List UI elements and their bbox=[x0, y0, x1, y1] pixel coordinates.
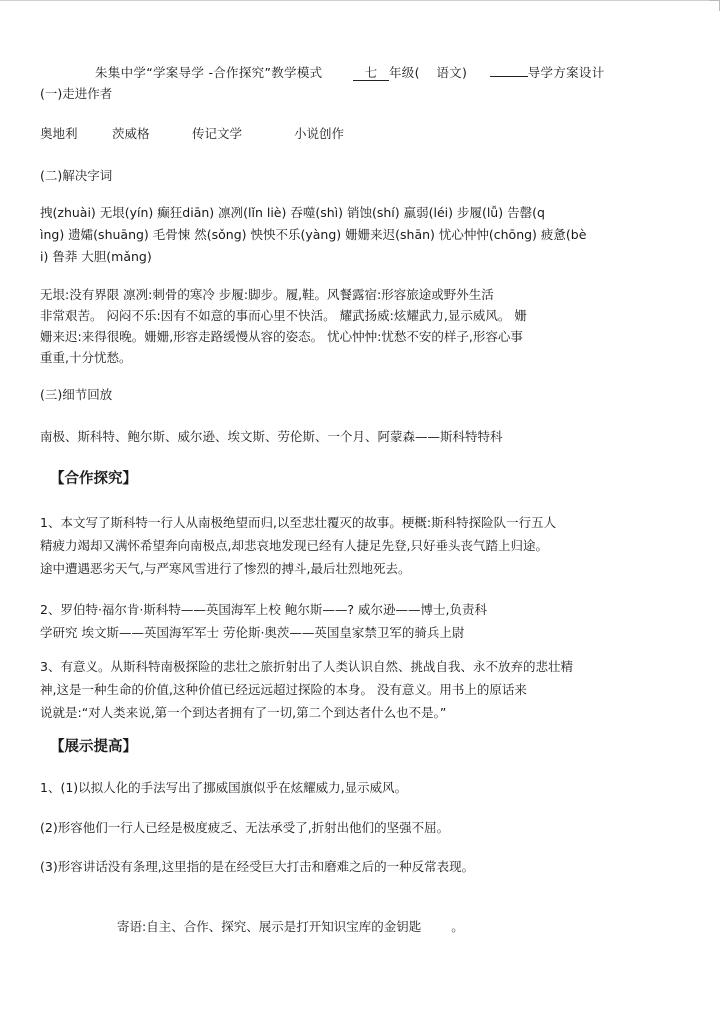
author-works: 小说创作 bbox=[293, 126, 344, 141]
display-item-3: (3)形容讲话没有条理,这里指的是在经受巨大打击和磨难之后的一种反常表现。 bbox=[40, 859, 475, 874]
detail-review-text: 南极、斯科特、鲍尔斯、威尔逊、埃文斯、劳伦斯、一个月、阿蒙森——斯科特特科 bbox=[40, 429, 503, 444]
motto-text: 寄语:自主、合作、探究、展示是打开知识宝库的金钥匙 bbox=[117, 919, 422, 934]
page-title bbox=[95, 67, 605, 81]
author-genre: 传记文学 bbox=[191, 126, 242, 141]
definition-line: 非常艰苦。 闷闷不乐:因有不如意的事而心里不快活。 耀武扬威:炫耀武力,显示威风。 姗 bbox=[40, 308, 527, 323]
cooperate-p2-line: 学研究 埃文斯——英国海军军士 劳伦斯·奥茨——英国皇家禁卫军的骑兵上尉 bbox=[40, 625, 465, 640]
definitions-block bbox=[40, 284, 650, 368]
cooperate-p1-line: 途中遭遇恶劣天气,与严寒风雪进行了惨烈的搏斗,最后壮烈地死去。 bbox=[40, 561, 411, 576]
definition-line: 无垠:没有界限 凛冽:刺骨的寒冷 步履:脚步。履,鞋。风餐露宿:形容旅途或野外生活 bbox=[40, 287, 494, 302]
cooperate-p1-line: 1、本文写了斯科特一行人从南极绝望而归,以至悲壮覆灭的故事。梗概:斯科特探险队一行五人 bbox=[40, 515, 557, 530]
page-edge-line bbox=[0, 0, 720, 1]
section3-heading: (三)细节回放 bbox=[40, 387, 113, 402]
cooperate-p1-line: 精疲力竭却又满怀希望奔向南极点,却悲哀地发现已经有人捷足先登,只好垂头丧气踏上归途。 bbox=[40, 538, 548, 553]
cooperate-p3 bbox=[40, 655, 650, 724]
pinyin-line: i) 鲁莽 大胆(mǎng) bbox=[40, 249, 152, 264]
section2-heading: (二)解决字词 bbox=[40, 168, 113, 183]
display-heading: 【展示提高】 bbox=[50, 739, 137, 755]
cooperate-p3-line: 说就是:“对人类来说,第一个到达者拥有了一切,第二个到达者什么也不是。” bbox=[40, 705, 447, 720]
display-item-2: (2)形容他们一行人已经是极度疲乏、无法承受了,折射出他们的坚强不屈。 bbox=[40, 820, 450, 835]
title-main: 朱集中学“学案导学 -合作探究”教学模式 bbox=[95, 65, 323, 80]
pinyin-block bbox=[40, 202, 650, 268]
title-tail: 导学方案设计 bbox=[527, 65, 605, 80]
grade-value: 七 bbox=[353, 67, 389, 81]
cooperate-p1 bbox=[40, 511, 650, 580]
footer-motto bbox=[117, 921, 464, 934]
author-country: 奥地利 bbox=[40, 126, 78, 141]
cooperate-p3-line: 神,这是一种生命的价值,这种价值已经远远超过探险的本身。 没有意义。用书上的原话来 bbox=[40, 682, 527, 697]
cooperate-p3-line: 3、有意义。从斯科特南极探险的悲壮之旅折射出了人类认识自然、挑战自我、永不放弃的悲壮精 bbox=[40, 659, 573, 674]
author-info-row bbox=[40, 128, 344, 141]
display-item-1: 1、(1)以拟人化的手法写出了挪威国旗似乎在炫耀威力,显示威风。 bbox=[40, 780, 408, 795]
pinyin-line: 拽(zhuài) 无垠(yín) 癫狂diān) 凛冽(lǐn liè) 吞噬(shì) 销蚀(shí) 羸弱(léi) 步履(lǚ) 告罄(q bbox=[40, 205, 545, 220]
cooperate-p2-line: 2、罗伯特·福尔肯·斯科特——英国海军上校 鲍尔斯——? 威尔逊——博士,负责科 bbox=[40, 602, 487, 617]
definition-line: 姗来迟:来得很晚。姗姗,形容走路缓慢从容的姿态。 忧心忡忡:忧愁不安的样子,形容心事 bbox=[40, 329, 523, 344]
cooperate-p2 bbox=[40, 598, 650, 644]
section1-heading: (一)走进作者 bbox=[40, 86, 113, 101]
author-name: 茨威格 bbox=[111, 126, 150, 141]
motto-period: 。 bbox=[451, 919, 464, 934]
definition-line: 重重,十分忧愁。 bbox=[40, 350, 132, 365]
pinyin-line: ìng) 遗孀(shuāng) 毛骨悚 然(sǒng) 怏怏不乐(yàng) 姗姗来迟(shān) 忧心忡忡(chōng) 疲惫(bè bbox=[40, 227, 587, 242]
page-corner-mark bbox=[709, 0, 720, 11]
grade-suffix: 年级( bbox=[389, 65, 420, 80]
title-blank bbox=[490, 76, 528, 77]
cooperate-heading: 【合作探究】 bbox=[50, 471, 137, 487]
subject: 语文) bbox=[436, 65, 468, 80]
